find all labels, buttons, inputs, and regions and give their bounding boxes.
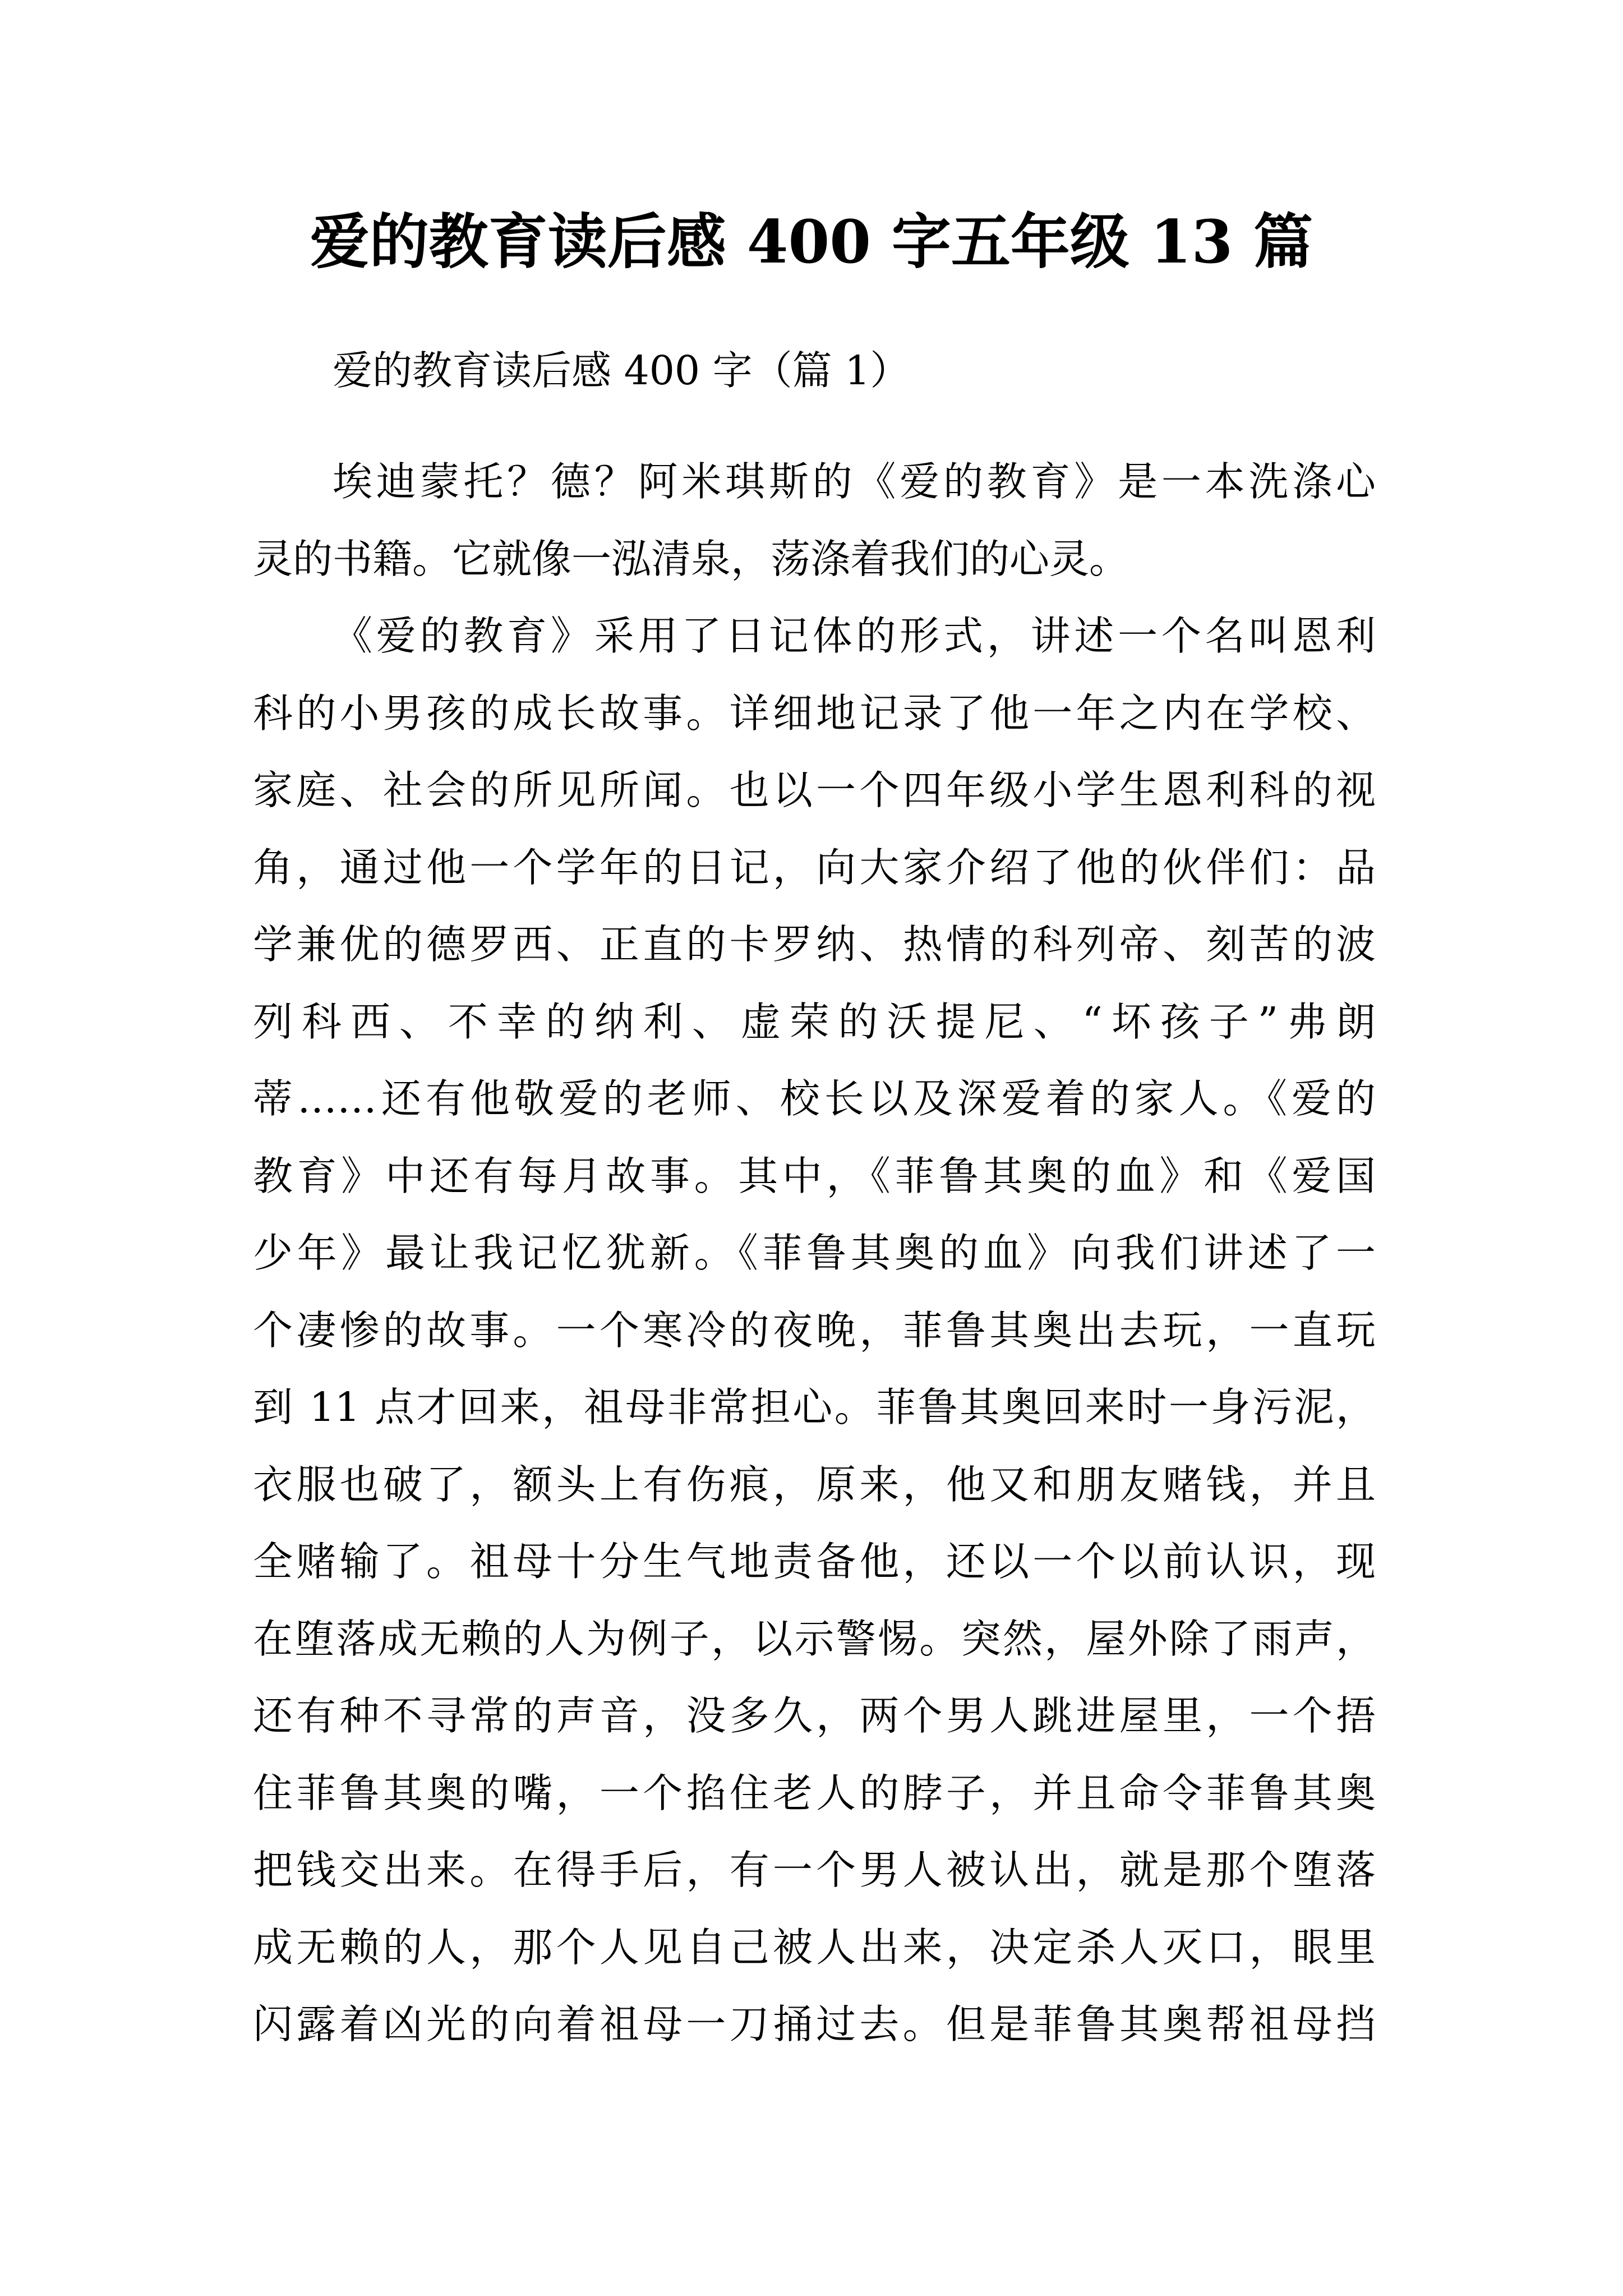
text-line: 教育》中还有每月故事。其中，《菲鲁其奥的血》和《爱国 xyxy=(253,1152,1376,1199)
text-line: 列科西、不幸的纳利、虚荣的沃提尼、“坏孩子”弗朗 xyxy=(253,998,1376,1045)
text-line: 少年》最让我记忆犹新。《菲鲁其奥的血》向我们讲述了一 xyxy=(253,1230,1376,1276)
text-line: 蒂……还有他敬爱的老师、校长以及深爱着的家人。《爱的 xyxy=(253,1075,1376,1122)
paragraph xyxy=(253,597,1376,2063)
text-line: 到 11 点才回来，祖母非常担心。菲鲁其奥回来时一身污泥， xyxy=(253,1384,1376,1430)
text-line: 全赌输了。祖母十分生气地责备他，还以一个以前认识，现 xyxy=(253,1538,1376,1585)
text-line: 闪露着凶光的向着祖母一刀捅过去。但是菲鲁其奥帮祖母挡 xyxy=(253,2001,1376,2047)
text-line: 埃迪蒙托？德？阿米琪斯的《爱的教育》是一本洗涤心 xyxy=(333,458,1376,505)
text-line: 个凄惨的故事。一个寒冷的夜晚，菲鲁其奥出去玩，一直玩 xyxy=(253,1306,1376,1354)
text-line: 把钱交出来。在得手后，有一个男人被认出，就是那个堕落 xyxy=(253,1847,1376,1893)
document-title: 爱的教育读后感 400 字五年级 13 篇 xyxy=(310,206,1313,277)
text-line: 在堕落成无赖的人为例子，以示警惕。突然，屋外除了雨声， xyxy=(253,1615,1376,1662)
text-line: 灵的书籍。它就像一泓清泉，荡涤着我们的心灵。 xyxy=(253,535,1129,582)
text-line: 成无赖的人，那个人见自己被人出来，决定杀人灭口，眼里 xyxy=(253,1924,1376,1971)
text-line: 学兼优的德罗西、正直的卡罗纳、热情的科列帝、刻苦的波 xyxy=(253,921,1376,968)
text-line: 角，通过他一个学年的日记，向大家介绍了他的伙伴们：品 xyxy=(253,844,1376,891)
document-body xyxy=(253,443,1376,2063)
text-line: 《爱的教育》采用了日记体的形式，讲述一个名叫恩利 xyxy=(333,613,1376,659)
paragraph xyxy=(253,443,1376,597)
text-line: 住菲鲁其奥的嘴，一个掐住老人的脖子，并且命令菲鲁其奥 xyxy=(253,1769,1376,1816)
text-line: 科的小男孩的成长故事。详细地记录了他一年之内在学校、 xyxy=(253,689,1376,737)
text-line: 家庭、社会的所见所闻。也以一个四年级小学生恩利科的视 xyxy=(253,767,1376,813)
text-line: 还有种不寻常的声音，没多久，两个男人跳进屋里，一个捂 xyxy=(253,1692,1376,1739)
text-line: 衣服也破了，额头上有伤痕，原来，他又和朋友赌钱，并且 xyxy=(253,1461,1376,1508)
section-heading: 爱的教育读后感 400 字（篇 1） xyxy=(333,347,910,394)
